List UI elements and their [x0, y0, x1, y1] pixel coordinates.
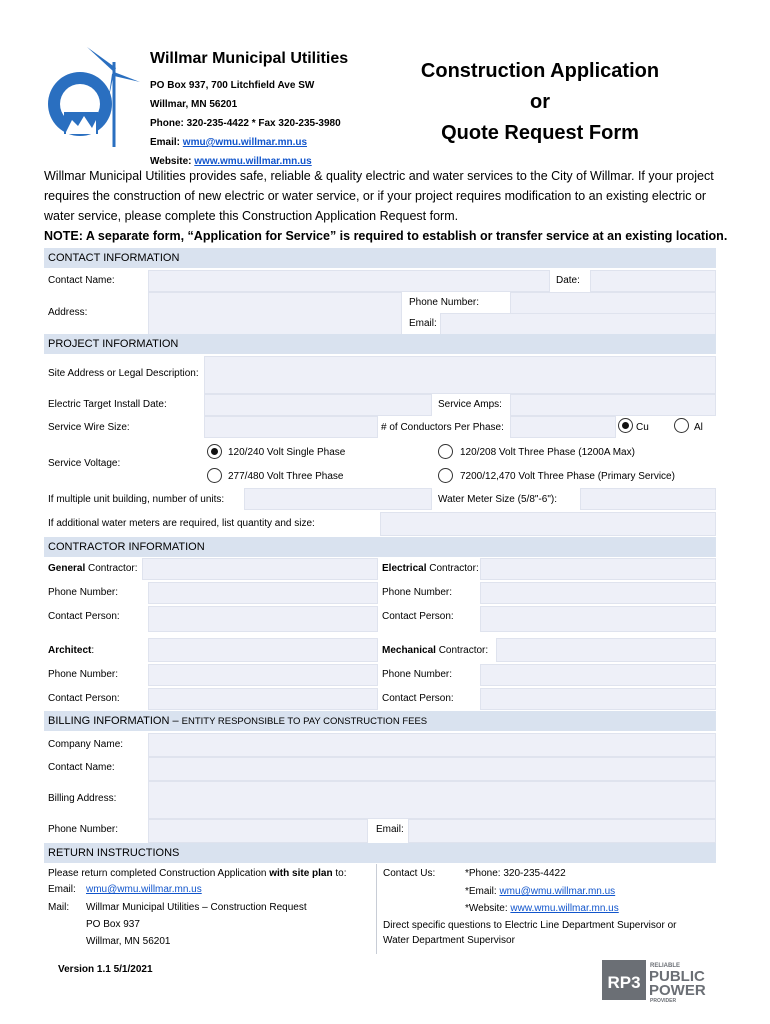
cu-label: Cu [636, 422, 649, 433]
phone-number-label: Phone Number: [409, 297, 480, 308]
arch-contact-field[interactable] [148, 688, 378, 710]
additional-meters-field[interactable] [380, 512, 716, 536]
site-address-field[interactable] [204, 356, 716, 394]
org-website-link[interactable]: www.wmu.willmar.mn.us [194, 156, 312, 167]
billing-phone-label: Phone Number: [48, 824, 119, 835]
additional-meters-label: If additional water meters are required, list quantity and size: [48, 518, 315, 529]
date-label: Date: [556, 275, 580, 286]
mc-contact-label: Contact Person: [382, 693, 454, 704]
contact-website-link[interactable]: www.wmu.willmar.mn.us [510, 903, 619, 914]
gc-phone-label: Phone Number: [48, 587, 119, 598]
org-address1: PO Box 937, 700 Litchfield Ave SW [150, 80, 315, 91]
return-line1b: with site plan [269, 868, 333, 879]
org-email-line [150, 133, 410, 152]
return-line1c: to: [332, 868, 347, 879]
billing-contact-label: Contact Name: [48, 762, 115, 773]
al-radio[interactable] [674, 418, 689, 433]
voltage-120-240-label: 120/240 Volt Single Phase [228, 447, 346, 458]
voltage-7200-label: 7200/12,470 Volt Three Phase (Primary Service) [460, 471, 675, 482]
title-line3: Quote Request Form [441, 122, 639, 144]
voltage-120-240-radio[interactable] [207, 444, 222, 459]
return-mail2: PO Box 937 [86, 919, 140, 930]
voltage-7200-radio[interactable] [438, 468, 453, 483]
water-meter-label: Water Meter Size (5/8"-6"): [438, 494, 557, 505]
return-mail-label: Mail: [48, 902, 70, 913]
general-rest: Contractor: [85, 563, 138, 574]
org-email-label: Email: [150, 137, 183, 148]
section-contractor: CONTRACTOR INFORMATION [44, 537, 716, 557]
gc-phone-field[interactable] [148, 582, 378, 604]
contact-email-line [465, 886, 615, 897]
general-bold: General [48, 563, 86, 574]
arch-phone-field[interactable] [148, 664, 378, 686]
electrical-contractor-field[interactable] [480, 558, 716, 580]
electrical-contractor-label [382, 563, 479, 574]
conductors-label: # of Conductors Per Phase: [381, 422, 504, 433]
ec-contact-label: Contact Person: [382, 611, 454, 622]
title-line2: or [530, 91, 550, 113]
intro-text [44, 166, 734, 246]
return-mail3: Willmar, MN 56201 [86, 936, 171, 947]
rp3-text: RP3 [607, 973, 641, 992]
architect-field[interactable] [148, 638, 378, 662]
service-amps-field[interactable] [510, 394, 716, 416]
site-address-label: Site Address or Legal Description: [48, 368, 199, 379]
section-return: RETURN INSTRUCTIONS [44, 843, 716, 863]
return-line1a: Please return completed Construction Application [48, 868, 270, 879]
contact-name-label: Contact Name: [48, 275, 115, 286]
return-email-label: Email: [48, 884, 76, 895]
return-instructions-line [48, 868, 347, 879]
contact-email-link[interactable]: wmu@wmu.willmar.mn.us [499, 886, 616, 897]
wire-size-field[interactable] [204, 416, 378, 438]
multi-unit-field[interactable] [244, 488, 432, 510]
electrical-rest: Contractor: [426, 563, 479, 574]
contact-phone: *Phone: 320-235-4422 [465, 868, 566, 879]
billing-header-rest: ENTITY RESPONSIBLE TO PAY CONSTRUCTION FEES [181, 716, 428, 727]
billing-email-field[interactable] [408, 819, 716, 843]
mechanical-rest: Contractor: [435, 645, 489, 656]
voltage-120-208-label: 120/208 Volt Three Phase (1200A Max) [460, 447, 635, 458]
contact-us-label: Contact Us: [383, 868, 436, 879]
multi-unit-label: If multiple unit building, number of units: [48, 494, 225, 505]
billing-email-label: Email: [376, 824, 404, 835]
return-email-link[interactable]: wmu@wmu.willmar.mn.us [86, 884, 202, 895]
al-label: Al [694, 422, 703, 433]
org-phone: Phone: 320-235-4422 * Fax 320-235-3980 [150, 118, 341, 129]
install-date-label: Electric Target Install Date: [48, 399, 167, 410]
direct-questions-2: Water Department Supervisor [383, 935, 515, 946]
wire-size-label: Service Wire Size: [48, 422, 130, 433]
mc-phone-label: Phone Number: [382, 669, 453, 680]
billing-phone-field[interactable] [148, 819, 368, 843]
company-name-field[interactable] [148, 733, 716, 757]
ec-contact-field[interactable] [480, 606, 716, 632]
billing-contact-field[interactable] [148, 757, 716, 781]
general-contractor-field[interactable] [142, 558, 378, 580]
general-contractor-label [48, 563, 138, 574]
ec-phone-field[interactable] [480, 582, 716, 604]
ec-phone-label: Phone Number: [382, 587, 453, 598]
conductors-field[interactable] [510, 416, 616, 438]
cu-radio[interactable] [618, 418, 633, 433]
gc-contact-field[interactable] [148, 606, 378, 632]
rp3-badge-logo [602, 958, 718, 1002]
arch-contact-label: Contact Person: [48, 693, 120, 704]
address-label: Address: [48, 307, 88, 318]
org-website-label: Website: [150, 156, 195, 167]
contact-email-label: *Email: [465, 886, 500, 897]
email-label: Email: [409, 318, 437, 329]
section-project: PROJECT INFORMATION [44, 334, 716, 354]
architect-label [48, 645, 94, 656]
mc-contact-field[interactable] [480, 688, 716, 710]
architect-rest: : [91, 645, 95, 656]
rp3-reliable: RELIABLE [650, 963, 680, 969]
contact-website-line [465, 903, 619, 914]
company-name-label: Company Name: [48, 739, 124, 750]
direct-questions-1: Direct specific questions to Electric Line Department Supervisor or [383, 920, 677, 931]
billing-address-label: Billing Address: [48, 793, 117, 804]
rp3-public: PUBLIC [649, 968, 705, 985]
org-email-link[interactable]: wmu@wmu.willmar.mn.us [182, 137, 308, 148]
arch-phone-label: Phone Number: [48, 669, 119, 680]
return-divider [376, 864, 377, 954]
version-text: Version 1.1 5/1/2021 [58, 964, 153, 975]
electrical-bold: Electrical [382, 563, 427, 574]
date-field[interactable] [590, 270, 716, 292]
form-title [395, 56, 685, 149]
org-name: Willmar Municipal Utilities [150, 50, 349, 67]
email-field[interactable] [440, 313, 716, 335]
voltage-120-208-radio[interactable] [438, 444, 453, 459]
billing-address-field[interactable] [148, 781, 716, 819]
note-text: NOTE: A separate form, “Application for Service” is required to establish or transfer service at an existing location. [44, 229, 728, 243]
org-address2: Willmar, MN 56201 [150, 99, 238, 110]
install-date-field[interactable] [204, 394, 432, 416]
mechanical-bold: Mechanical [382, 645, 436, 656]
contact-name-field[interactable] [148, 270, 550, 292]
org-info [150, 50, 410, 171]
voltage-277-480-radio[interactable] [207, 468, 222, 483]
mechanical-contractor-label [382, 645, 488, 656]
intro-paragraph: Willmar Municipal Utilities provides safe, reliable & quality electric and water services to the City of Willmar. If your project requires the construction of new electric or water service, or if your project requires modification to an existing electric or water service, please complete this Construction Application Request form. [44, 169, 714, 223]
section-contact: CONTACT INFORMATION [44, 248, 716, 268]
rp3-power: POWER [649, 982, 706, 999]
architect-bold: Architect [48, 645, 92, 656]
voltage-277-480-label: 277/480 Volt Three Phase [228, 471, 344, 482]
rp3-provider: PROVIDER [650, 998, 677, 1002]
service-amps-label: Service Amps: [438, 399, 502, 410]
title-line1: Construction Application [420, 60, 660, 82]
address-field[interactable] [148, 292, 402, 336]
wmu-logo [42, 42, 142, 162]
billing-header-bold: BILLING INFORMATION – [48, 715, 182, 727]
phone-number-field[interactable] [510, 292, 716, 314]
mc-phone-field[interactable] [480, 664, 716, 686]
return-mail1: Willmar Municipal Utilities – Construction Request [86, 902, 307, 913]
section-billing [44, 711, 716, 731]
voltage-label: Service Voltage: [48, 458, 121, 469]
mechanical-contractor-field[interactable] [496, 638, 716, 662]
contact-website-label: *Website: [465, 903, 511, 914]
water-meter-field[interactable] [580, 488, 716, 510]
gc-contact-label: Contact Person: [48, 611, 120, 622]
